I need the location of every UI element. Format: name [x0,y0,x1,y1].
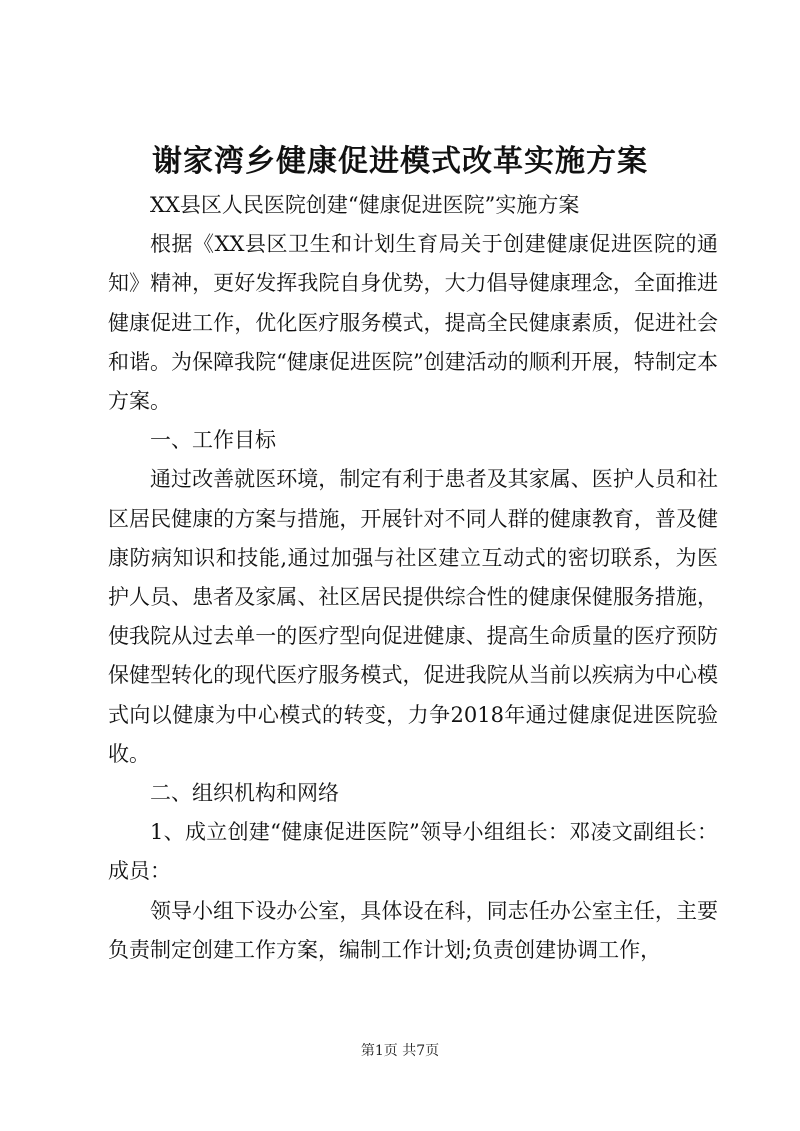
leadership-group-paragraph: 1、成立创建“健康促进医院”领导小组组长：邓凌文副组长：成员： [108,820,718,884]
section-heading-goals: 一、工作目标 [150,428,276,453]
office-paragraph: 领导小组下设办公室，具体设在科，同志任办公室主任，主要负责制定创建工作方案，编制工作计划;负责创建协调工作， [108,898,718,962]
page-number-footer: 第1页 共7页 [360,1043,440,1059]
section-heading-organization: 二、组织机构和网络 [150,781,339,806]
document-body [108,186,718,970]
subtitle-paragraph: XX县区人民医院创建“健康促进医院”实施方案 [150,193,580,217]
goals-paragraph: 通过改善就医环境，制定有利于患者及其家属、医护人员和社区居民健康的方案与措施，开展针对不同人群的健康教育，普及健康防病知识和技能,通过加强与社区建立互动式的密切联系，为医护人员、患者及家属、社区居民提供综合性的健康保健服务措施，使我院从过去单一的医疗型向促进健康、提高生命质量的医疗预防保健型转化的现代医疗服务模式，促进我院从当前以疾病为中心模式向以健康为中心模式的转变，力争2018年通过健康促进医院验收。 [108,467,718,766]
intro-paragraph: 根据《XX县区卫生和计划生育局关于创建健康促进医院的通知》精神，更好发挥我院自身优势，大力倡导健康理念，全面推进健康促进工作，优化医疗服务模式，提高全民健康素质，促进社会和谐。为保障我院“健康促进医院”创建活动的顺利开展，特制定本方案。 [108,232,718,414]
document-title: 谢家湾乡健康促进模式改革实施方案 [152,144,648,179]
